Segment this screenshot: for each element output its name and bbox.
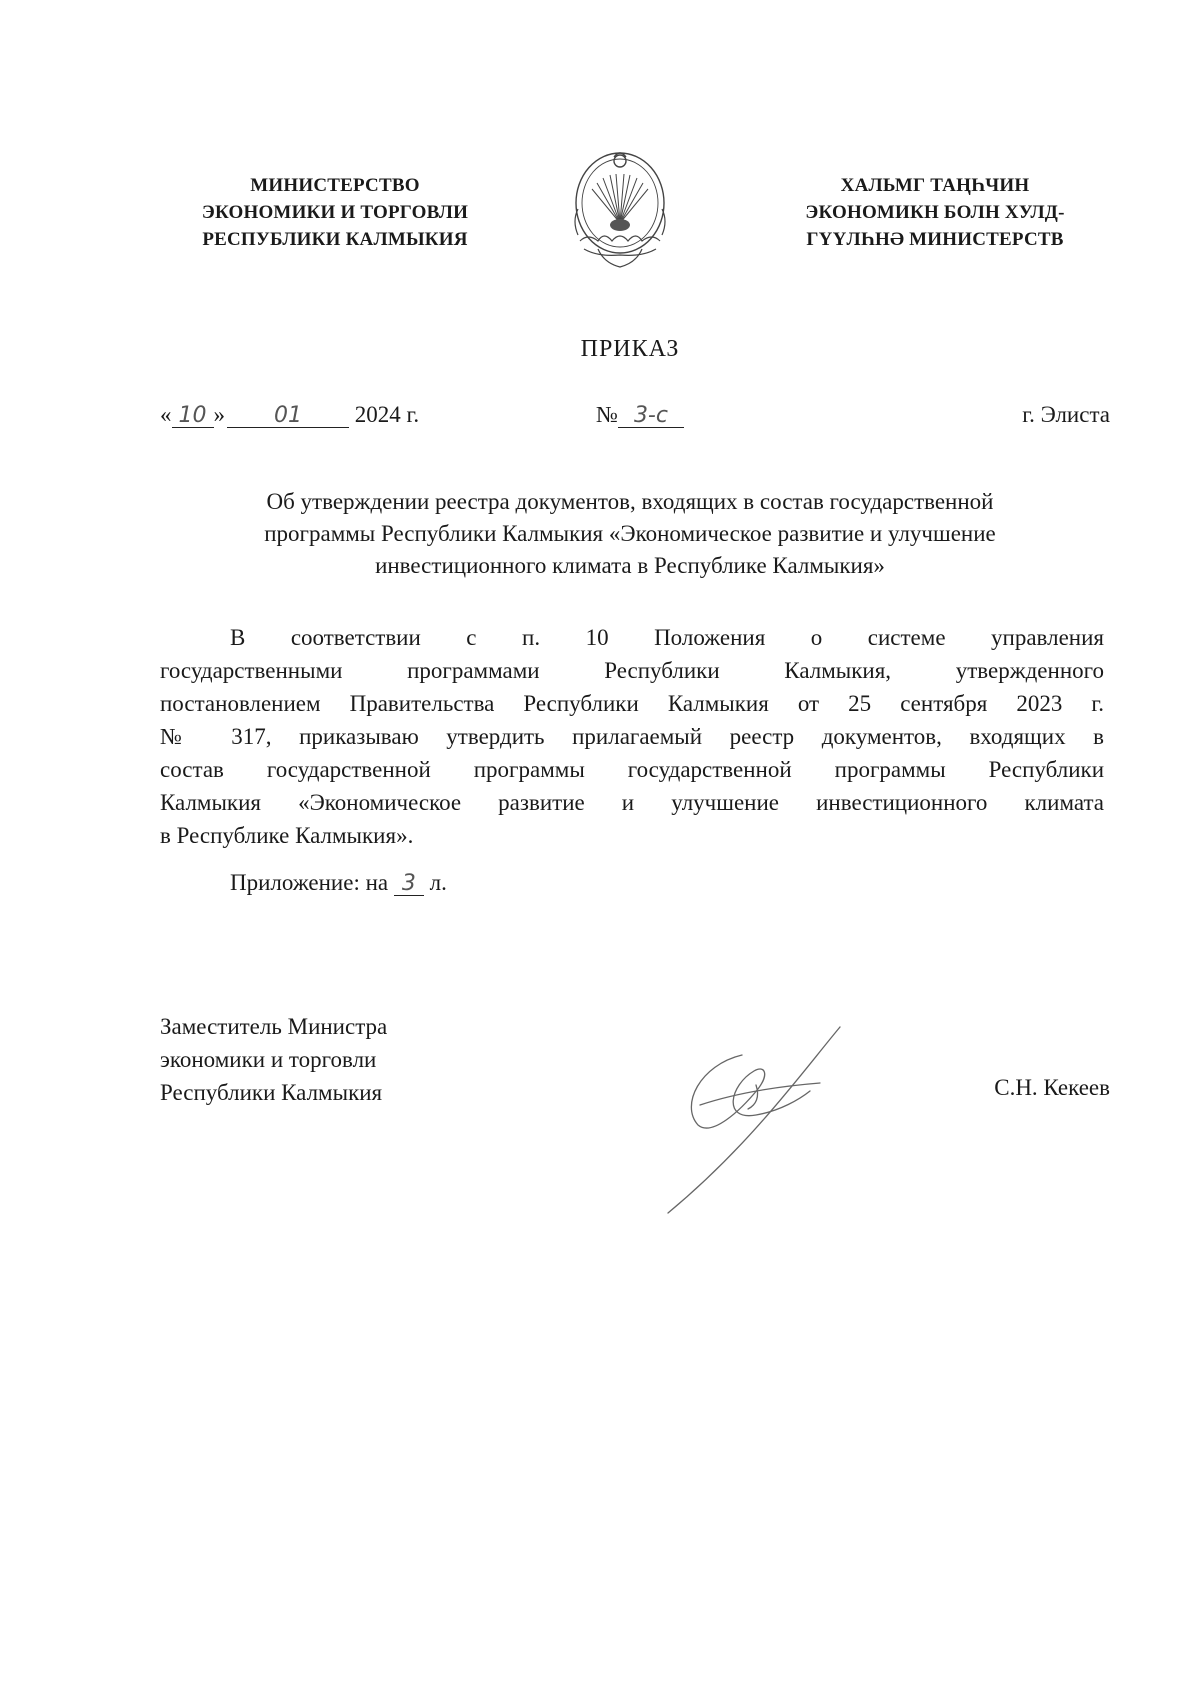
body-line: состав государственной программы государственной программы Республики	[160, 757, 1104, 782]
order-date	[160, 402, 419, 428]
body-line: постановлением Правительства Республики Калмыкия от 25 сентября 2023 г.	[160, 691, 1104, 716]
signature-icon	[660, 1025, 850, 1215]
signer-position-line: экономики и торговли	[160, 1047, 377, 1072]
ministry-name-line: МИНИСТЕРСТВО	[250, 175, 420, 196]
date-day-field	[172, 404, 214, 428]
signer-name: С.Н. Кекеев	[994, 1075, 1110, 1100]
signer-position-line: Заместитель Министра	[160, 1014, 388, 1039]
body-line: № 317, приказываю утвердить прилагаемый реестр документов, входящих в	[160, 724, 1104, 749]
appendix-count: 3	[401, 871, 416, 896]
ministry-name-line: ХАЛЬМГ ТАҢҺЧИН	[840, 175, 1030, 196]
appendix-count-field	[394, 872, 424, 896]
date-month-field	[227, 404, 349, 428]
ministry-name-line: ЭКОНОМИКН БОЛН ХУЛД-	[805, 202, 1065, 223]
date-year: 2024 г.	[354, 402, 420, 427]
city: г. Элиста	[1022, 402, 1110, 427]
ministry-name-russian	[170, 172, 500, 253]
ministry-name-line: ГҮҮЛҺНӘ МИНИСТЕРСТВ	[806, 229, 1064, 250]
date-quote-open: «	[160, 402, 172, 427]
subject-line: Об утверждении реестра документов, входящих в состав государственной	[266, 489, 994, 514]
order-number	[596, 402, 684, 428]
order-body	[160, 621, 1104, 852]
signer-position-line: Республики Калмыкия	[160, 1080, 383, 1105]
signer-position	[160, 1010, 387, 1109]
ministry-name-kalmyk	[770, 172, 1100, 253]
date-quote-close: »	[213, 402, 225, 427]
document-type-title: ПРИКАЗ	[580, 336, 680, 362]
appendix-prefix: Приложение: на	[230, 870, 389, 895]
subject-line: инвестиционного климата в Республике Калмыкия»	[375, 553, 885, 578]
body-line: В соответствии с п. 10 Положения о системе управления	[230, 625, 1104, 650]
body-line: государственными программами Республики Калмыкия, утвержденного	[160, 658, 1104, 683]
appendix-note	[230, 870, 447, 896]
date-day: 10	[178, 403, 207, 428]
body-line: в Республике Калмыкия».	[160, 823, 414, 848]
appendix-suffix: л.	[429, 870, 447, 895]
ministry-name-line: ЭКОНОМИКИ И ТОРГОВЛИ	[201, 202, 469, 223]
number-sign: №	[596, 402, 618, 427]
coat-of-arms-icon	[558, 145, 688, 275]
body-line: Калмыкия «Экономическое развитие и улучшение инвестиционного климата	[160, 790, 1104, 815]
number-value: 3-с	[633, 403, 668, 428]
order-subject	[150, 486, 1110, 582]
ministry-name-line: РЕСПУБЛИКИ КАЛМЫКИЯ	[202, 229, 468, 250]
number-field	[618, 404, 684, 428]
subject-line: программы Республики Калмыкия «Экономическое развитие и улучшение	[264, 521, 996, 546]
date-month: 01	[274, 403, 302, 428]
